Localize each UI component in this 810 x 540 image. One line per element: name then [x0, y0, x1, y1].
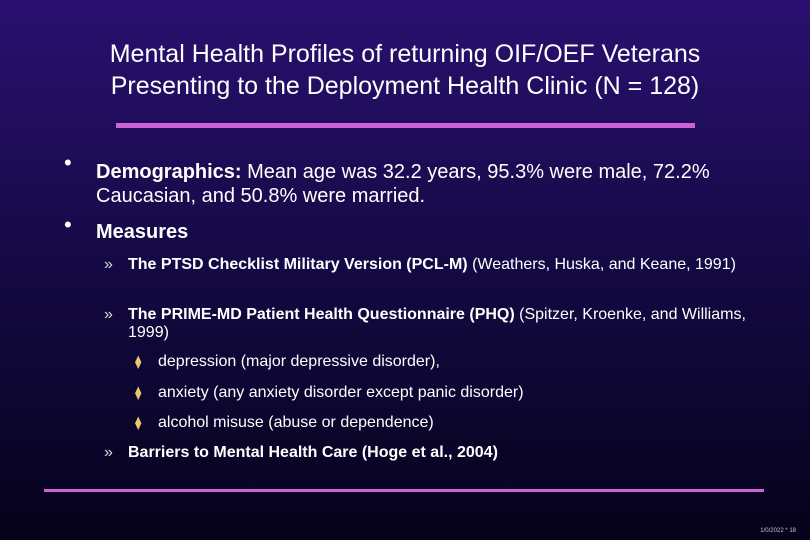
chevron-double-right-icon: »	[104, 256, 113, 273]
measure-item-title: Barriers to Mental Health Care (Hoge et al., 2004)	[128, 444, 498, 461]
bottom-divider	[44, 489, 764, 492]
demographics-bullet	[96, 160, 736, 208]
measure-item-citation: (Spitzer, Kroenke, and Williams, 1999)	[128, 306, 746, 341]
slide-title-line-1: Mental Health Profiles of returning OIF/OEF Veterans	[109, 40, 701, 68]
diamond-bullet-icon: ⧫	[135, 354, 142, 369]
demographics-label: Demographics:	[96, 161, 242, 183]
title-divider	[116, 123, 695, 128]
demographics-text: Mean age was 32.2 years, 95.3% were male, 72.2% Caucasian, and 50.8% were married.	[96, 161, 710, 207]
subitem-text: anxiety (any anxiety disorder except panic disorder)	[158, 384, 524, 401]
bullet-dot-icon: •	[64, 150, 72, 175]
bullet-dot-icon: •	[64, 212, 72, 237]
subitem-text: depression (major depressive disorder),	[158, 353, 440, 370]
slide-title	[0, 38, 810, 102]
chevron-double-right-icon: »	[104, 306, 113, 323]
measure-item-citation: (Weathers, Huska, and Keane, 1991)	[467, 256, 736, 273]
subitem-text: alcohol misuse (abuse or dependence)	[158, 414, 434, 431]
diamond-bullet-icon: ⧫	[135, 385, 142, 400]
measures-label: Measures	[96, 221, 189, 243]
measure-item-title: The PTSD Checklist Military Version (PCL-M)	[128, 256, 468, 273]
diamond-bullet-icon: ⧫	[135, 415, 142, 430]
chevron-double-right-icon: »	[104, 444, 113, 461]
slide-footer: 1/0/2022 * 18	[760, 528, 796, 534]
measures-heading	[96, 220, 188, 244]
slide-title-line-2: Presenting to the Deployment Health Clinic (N = 128)	[110, 72, 700, 100]
measure-item-title: The PRIME-MD Patient Health Questionnaire (PHQ)	[128, 306, 515, 323]
